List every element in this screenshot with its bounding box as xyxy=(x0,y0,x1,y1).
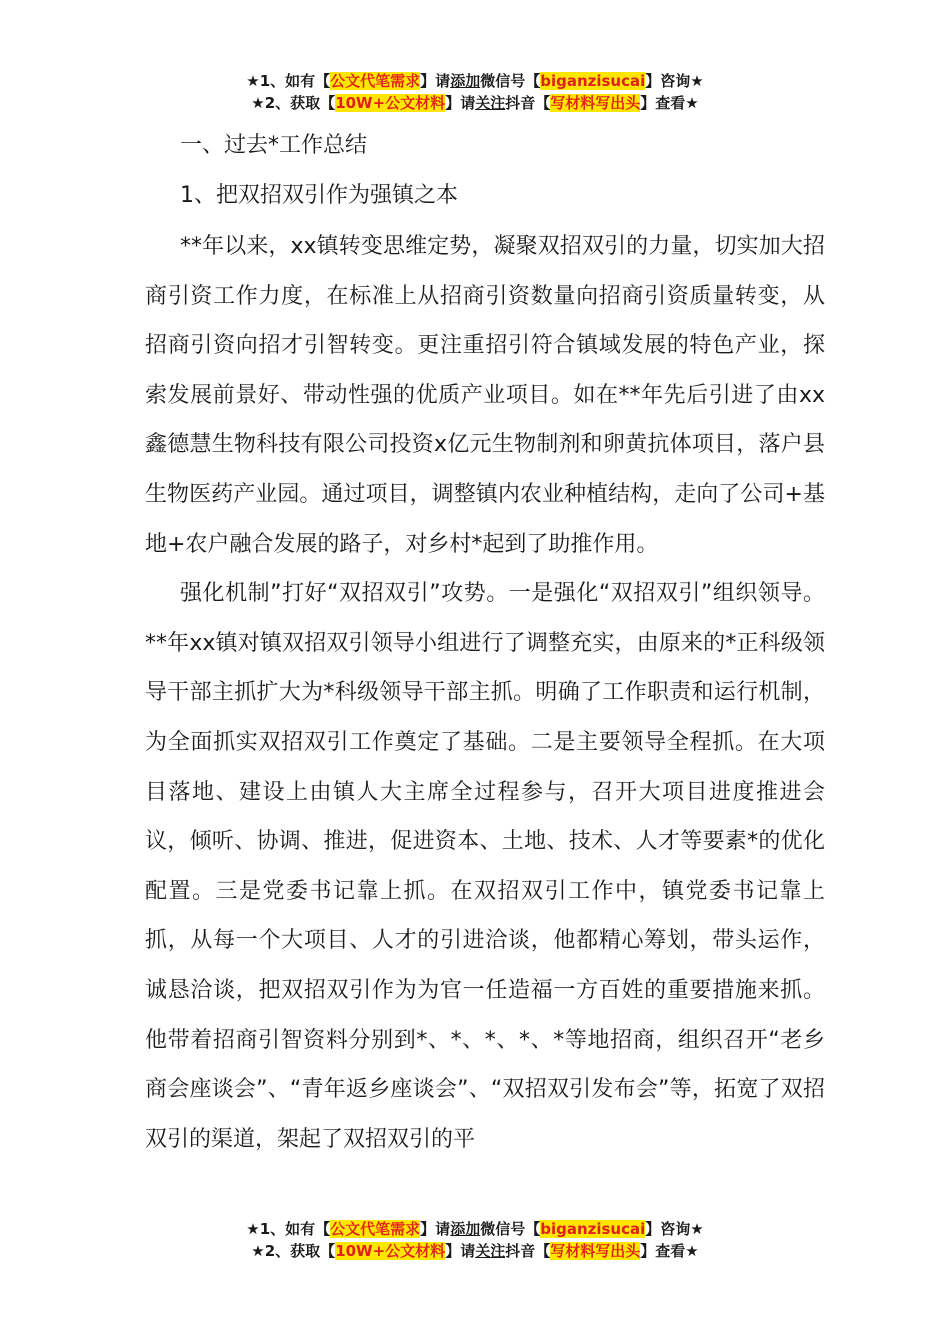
footer-banner xyxy=(0,1218,950,1262)
highlight-text: 10W+公文材料 xyxy=(335,94,446,112)
banner-text: 】请 xyxy=(445,1242,476,1260)
banner-text: ★2、获取【 xyxy=(251,1242,336,1260)
paragraph: 强化机制”打好“双招双引”攻势。一是强化“双招双引”组织领导。**年xx镇对镇双招双引领导小组进行了调整充实，由原来的*正科级领导干部主抓扩大为*科级领导干部主抓。明确了工作职责和运行机制，为全面抓实双招双引工作奠定了基础。二是主要领导全程抓。在大项目落地、建设上由镇人大主席全过程参与，召开大项目进度推进会议，倾听、协调、推进，促进资本、土地、技术、人才等要素*的优化配置。三是党委书记靠上抓。在双招双引工作中，镇党委书记靠上抓，从每一个大项目、人才的引进洽谈，他都精心筹划，带头运作，诚恳洽谈，把双招双引作为为官一任造福一方百姓的重要措施来抓。他带着招商引智资料分别到*、*、*、*、*等地招商，组织召开“老乡商会座谈会”、“青年返乡座谈会”、“双招双引发布会”等，拓宽了双招双引的渠道，架起了双招双引的平 xyxy=(145,581,825,1152)
paragraph: **年以来，xx镇转变思维定势，凝聚双招双引的力量，切实加大招商引资工作力度，在标准上从招商引资数量向招商引资质量转变，从招商引资向招才引智转变。更注重招引符合镇域发展的特色产业，探索发展前景好、带动性强的优质产业项目。如在**年先后引进了由xx鑫德慧生物科技有限公司投资x亿元生物制剂和卵黄抗体项目，落户县生物医药产业园。通过项目，调整镇内农业种植结构，走向了公司+基地+农户融合发展的路子，对乡村*起到了助推作用。 xyxy=(145,234,825,557)
douyin-account: 写材料写出头 xyxy=(550,94,641,112)
banner-line-1 xyxy=(0,70,950,92)
banner-line-2 xyxy=(0,92,950,114)
header-banner xyxy=(0,70,950,114)
banner-text: 微信号【 xyxy=(480,72,541,90)
banner-text: ★1、如有【 xyxy=(246,1220,331,1238)
banner-text: 抖音【 xyxy=(505,94,551,112)
underlined-text: 关注 xyxy=(475,1242,506,1260)
underlined-text: 添加 xyxy=(450,72,481,90)
highlight-text: 公文代笔需求 xyxy=(330,72,421,90)
underlined-text: 添加 xyxy=(450,1220,481,1238)
wechat-id: biganzisucai xyxy=(540,72,646,90)
highlight-text: 10W+公文材料 xyxy=(335,1242,446,1260)
wechat-id: biganzisucai xyxy=(540,1220,646,1238)
underlined-text: 关注 xyxy=(475,94,506,112)
banner-line-2 xyxy=(0,1240,950,1262)
banner-text: 抖音【 xyxy=(505,1242,551,1260)
banner-text: ★1、如有【 xyxy=(246,72,331,90)
banner-text: 】咨询★ xyxy=(645,72,704,90)
document-body xyxy=(145,124,825,1164)
banner-text: 微信号【 xyxy=(480,1220,541,1238)
banner-text: 】请 xyxy=(445,94,476,112)
banner-line-1 xyxy=(0,1218,950,1240)
banner-text: 】查看★ xyxy=(640,94,699,112)
section-heading: 一、过去*工作总结 xyxy=(180,133,368,158)
banner-text: 】咨询★ xyxy=(645,1220,704,1238)
banner-text: 】请 xyxy=(420,72,451,90)
banner-text: 】查看★ xyxy=(640,1242,699,1260)
highlight-text: 公文代笔需求 xyxy=(330,1220,421,1238)
douyin-account: 写材料写出头 xyxy=(550,1242,641,1260)
banner-text: ★2、获取【 xyxy=(251,94,336,112)
banner-text: 】请 xyxy=(420,1220,451,1238)
subsection-heading: 1、把双招双引作为强镇之本 xyxy=(180,183,458,208)
